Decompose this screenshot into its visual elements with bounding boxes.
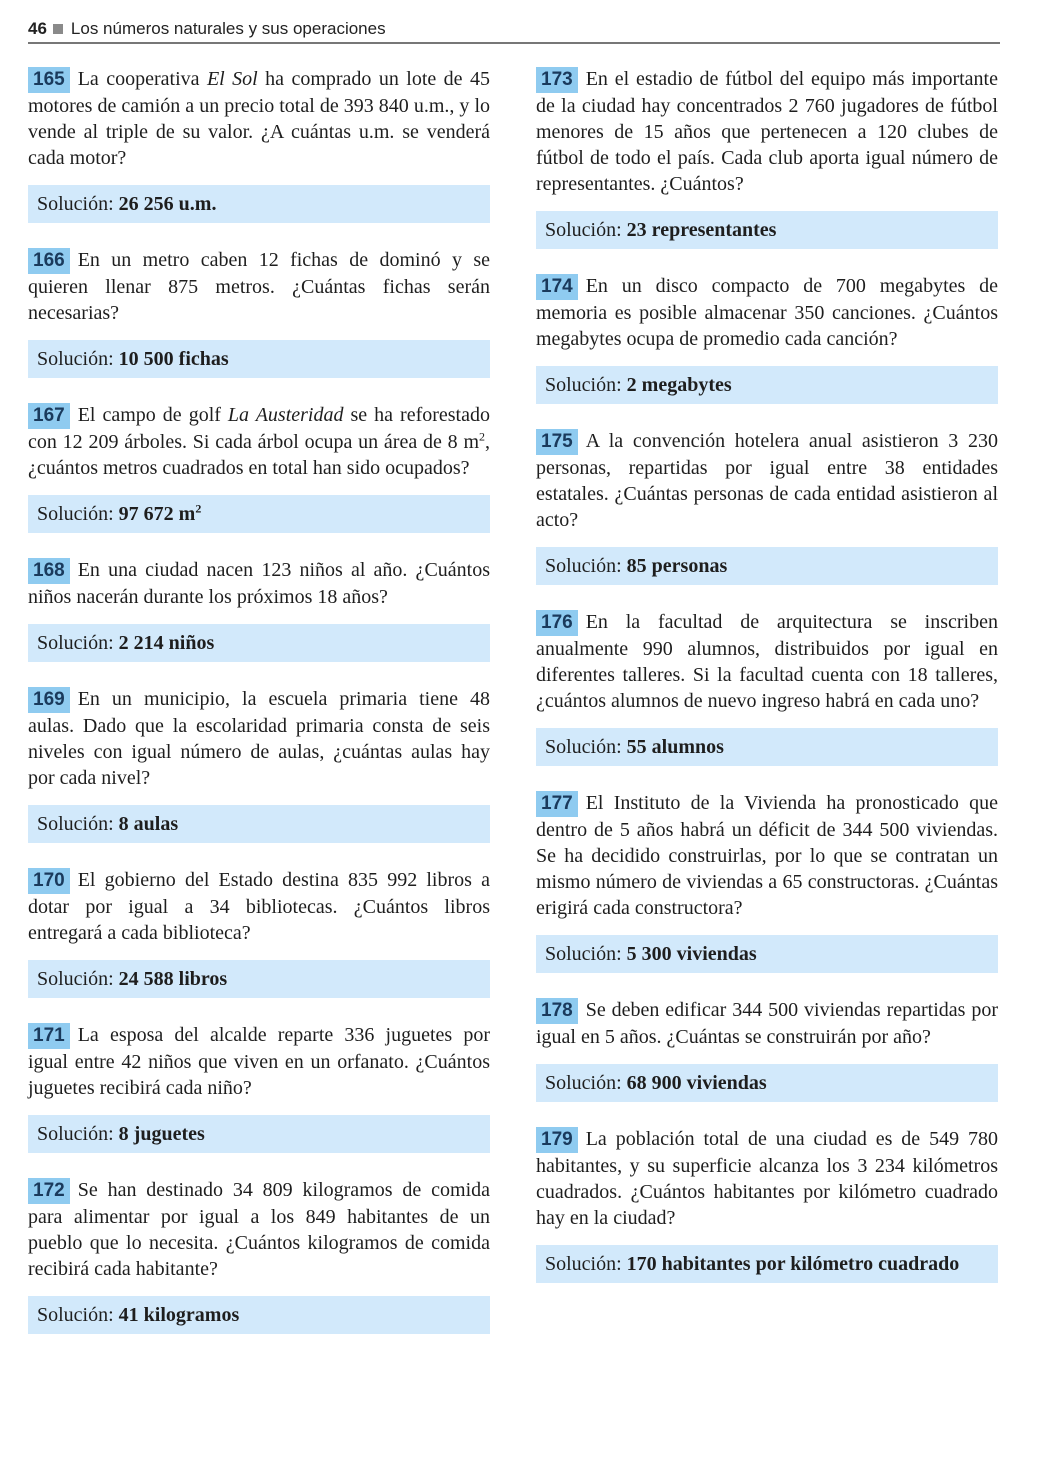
solution-box: Solución: 8 aulas (28, 805, 490, 843)
problem-number: 170 (28, 868, 70, 894)
problem-176: 176 En la facultad de arquitectura se inscriben anualmente 990 alumnos, distribuidos por igual en diferentes talleres. Si la facultad cuenta con 18 talleres, ¿cuántos alumnos de nuevo ingreso habrá en cada uno? Solución: 55 alumnos (536, 609, 998, 766)
right-column (536, 66, 998, 1307)
problem-179: 179 La población total de una ciudad es de 549 780 habitantes, y su superficie alcanza los 3 234 kilómetros cuadrados. ¿Cuántos habitantes por kilómetro cuadrado hay en la ciudad? Solución: 170 habitantes por kilómetro cuadrado (536, 1126, 998, 1283)
problem-number: 177 (536, 791, 578, 817)
problem-number: 172 (28, 1178, 70, 1204)
solution-answer: 41 kilogramos (118, 1304, 240, 1326)
page-number: 46 (28, 19, 47, 38)
solution-box: Solución: 2 megabytes (536, 366, 998, 404)
solution-box: Solución: 41 kilogramos (28, 1296, 490, 1334)
solution-box: Solución: 68 900 viviendas (536, 1064, 998, 1102)
solution-answer: 170 habitantes por kilómetro cuadrado (626, 1253, 960, 1275)
problem-174: 174 En un disco compacto de 700 megabytes de memoria es posible almacenar 350 canciones. ¿Cuántos megabytes ocupa de promedio cada canción? Solución: 2 megabytes (536, 273, 998, 404)
solution-box: Solución: 24 588 libros (28, 960, 490, 998)
solution-answer: 55 alumnos (626, 736, 724, 758)
problem-number: 165 (28, 67, 70, 93)
solution-box: Solución: 2 214 niños (28, 624, 490, 662)
solution-box: Solución: 8 juguetes (28, 1115, 490, 1153)
solution-box: Solución: 170 habitantes por kilómetro cuadrado (536, 1245, 998, 1283)
problem-number: 171 (28, 1023, 70, 1049)
problem-number: 174 (536, 274, 578, 300)
problem-170: 170 El gobierno del Estado destina 835 992 libros a dotar por igual a 34 bibliotecas. ¿Cuántos libros entregará a cada biblioteca? Solución: 24 588 libros (28, 867, 490, 998)
problem-178: 178 Se deben edificar 344 500 viviendas repartidas por igual en 5 años. ¿Cuántas se construirán por año? Solución: 68 900 viviendas (536, 997, 998, 1102)
solution-answer: 68 900 viviendas (626, 1072, 767, 1094)
problem-169: 169 En un municipio, la escuela primaria tiene 48 aulas. Dado que la escolaridad primaria consta de seis niveles con igual número de aulas, ¿cuántas aulas hay por cada nivel? Solución: 8 aulas (28, 686, 490, 843)
solution-answer: 5 300 viviendas (626, 943, 757, 965)
problem-number: 169 (28, 687, 70, 713)
solution-box: Solución: 5 300 viviendas (536, 935, 998, 973)
problem-number: 178 (536, 998, 578, 1024)
solution-answer: 23 representantes (626, 219, 777, 241)
solution-answer: 85 personas (626, 555, 728, 577)
left-column (28, 66, 490, 1358)
problem-177: 177 El Instituto de la Vivienda ha pronosticado que dentro de 5 años habrá un déficit de 344 500 viviendas. Se ha decidido construirlas, por lo que se contratan un mismo número de viviendas a 65 constructoras. ¿Cuántas erigirá cada constructora? Solución: 5 300 viviendas (536, 790, 998, 973)
solution-answer: 26 256 u.m. (118, 193, 217, 215)
problem-168: 168 En una ciudad nacen 123 niños al año. ¿Cuántos niños nacerán durante los próximos 18 años? Solución: 2 214 niños (28, 557, 490, 662)
solution-answer: 24 588 libros (118, 968, 228, 990)
problem-number: 176 (536, 610, 578, 636)
solution-box: Solución: 26 256 u.m. (28, 185, 490, 223)
solution-answer: 2 megabytes (626, 374, 732, 396)
problem-172: 172 Se han destinado 34 809 kilogramos de comida para alimentar por igual a los 849 habitantes de un pueblo que lo necesita. ¿Cuántos kilogramos de comida recibirá cada habitante? Solución: 41 kilogramos (28, 1177, 490, 1334)
problem-number: 166 (28, 248, 70, 274)
solution-box: Solución: 10 500 fichas (28, 340, 490, 378)
solution-answer: 8 aulas (118, 813, 179, 835)
section-title: Los números naturales y sus operaciones (70, 19, 386, 38)
problem-number: 167 (28, 403, 70, 429)
problem-175: 175 A la convención hotelera anual asistieron 3 230 personas, repartidas por igual entre 38 entidades estatales. ¿Cuántas personas de cada entidad asistieron al acto? Solución: 85 personas (536, 428, 998, 585)
problem-165: 165 La cooperativa El Sol ha comprado un lote de 45 motores de camión a un precio total de 393 840 u.m., y lo vende al triple de su valor. ¿A cuántas u.m. se venderá cada motor? Solución: 26 256 u.m. (28, 66, 490, 223)
solution-box: Solución: 23 representantes (536, 211, 998, 249)
solution-answer: 2 214 niños (118, 632, 215, 654)
problem-number: 175 (536, 429, 578, 455)
page-header (28, 16, 1000, 44)
problem-number: 168 (28, 558, 70, 584)
problem-166: 166 En un metro caben 12 fichas de dominó y se quieren llenar 875 metros. ¿Cuántas fichas serán necesarias? Solución: 10 500 fichas (28, 247, 490, 378)
solution-box: Solución: 97 672 $m^2$ (28, 495, 490, 533)
solution-answer: 10 500 fichas (118, 348, 229, 370)
header-square-icon (53, 24, 63, 34)
problem-173: 173 En el estadio de fútbol del equipo más importante de la ciudad hay concentrados 2 760 jugadores de fútbol menores de 15 años que pertenecen a 120 clubes de fútbol de todo el país. Cada club aporta igual número de representantes. ¿Cuántos? Solución: 23 representantes (536, 66, 998, 249)
problem-167: 167 El campo de golf La Austeridad se ha reforestado con 12 209 árboles. Si cada árbol ocupa un área de 8 $m^2$, ¿cuántos metros cuadrados en total han sido ocupados? Solución: 97 672 $m^2$ (28, 402, 490, 533)
solution-answer: 8 juguetes (118, 1123, 205, 1145)
problem-number: 179 (536, 1127, 578, 1153)
problem-171: 171 La esposa del alcalde reparte 336 juguetes por igual entre 42 niños que viven en un orfanato. ¿Cuántos juguetes recibirá cada niño? Solución: 8 juguetes (28, 1022, 490, 1153)
problem-number: 173 (536, 67, 578, 93)
solution-box: Solución: 85 personas (536, 547, 998, 585)
solution-answer: 97 672 $m^2$ (118, 501, 202, 525)
solution-box: Solución: 55 alumnos (536, 728, 998, 766)
